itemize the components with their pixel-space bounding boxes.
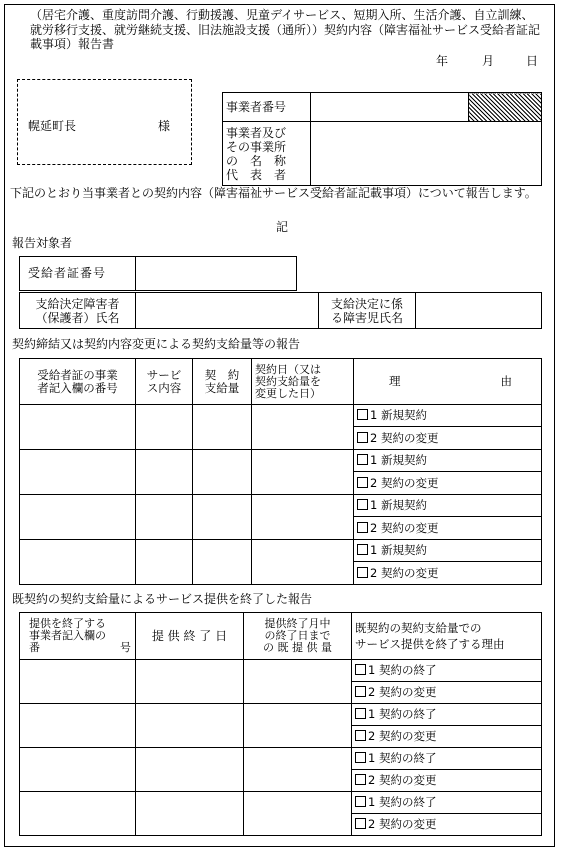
checkbox-icon [355,774,366,785]
checkbox-icon [357,522,368,533]
contract-row-date-cell[interactable] [252,540,354,585]
contract-row-amount-cell[interactable] [193,540,252,585]
reason-change-checkbox[interactable]: 2 契約の変更 [354,472,542,495]
form-title: （居宅介護、重度訪問介護、行動援護、児童デイサービス、短期入所、生活介護、自立訓練、就労移行支援、就労継続支援、旧法施設支援（通所））契約内容（障害福祉サービス受給者証記載事項）報告書 [30,8,541,51]
checkbox-icon [357,477,368,488]
contract-row-date-cell[interactable] [252,495,354,540]
contract-row-cert-cell[interactable] [20,540,136,585]
checkbox-icon [357,409,368,420]
termination-row-cert-cell[interactable] [20,660,136,704]
provider-name-field[interactable] [311,122,542,186]
checkbox-icon [357,454,368,465]
termination-table [19,612,542,836]
contract-row-amount-cell[interactable] [193,495,252,540]
contract-row-amount-cell[interactable] [193,405,252,450]
reason-new-checkbox[interactable]: 1 新規契約 [354,450,542,472]
termination-row-cert-cell[interactable] [20,704,136,748]
addressee-box [17,79,192,165]
termination-row-date-cell[interactable] [136,792,244,836]
contract-row-date-cell[interactable] [252,405,354,450]
guardian-name-label: 支給決定障害者 （保護者）氏名 [20,293,136,329]
termination-row-amount-cell[interactable] [244,660,352,704]
contract-row-cert-cell[interactable] [20,405,136,450]
addressee-honorific: 様 [158,119,171,133]
provider-number-hatched-cell [469,93,542,122]
termination-row-cert-cell[interactable] [20,792,136,836]
contract-col-date: 契約日（又は 契約支給量を 変更した日） [252,359,354,405]
contract-row-service-cell[interactable] [136,405,193,450]
contract-row-service-cell[interactable] [136,450,193,495]
date-day-label: 日 [526,54,539,68]
reason-new-checkbox[interactable]: 1 新規契約 [354,495,542,517]
checkbox-icon [355,752,366,763]
cert-number-field[interactable] [136,257,297,291]
child-name-field[interactable] [416,293,542,329]
termination-row-date-cell[interactable] [136,704,244,748]
reason-change-checkbox[interactable]: 2 契約の変更 [354,562,542,585]
reason-new-checkbox[interactable]: 1 新規契約 [354,405,542,427]
contract-row-date-cell[interactable] [252,450,354,495]
reason-change-checkbox[interactable]: 2 契約の変更 [352,682,542,704]
target-names-table [19,292,542,329]
contract-col-cert-number: 受給者証の事業 者記入欄の番号 [20,359,136,405]
guardian-name-field[interactable] [136,293,319,329]
contract-row-service-cell[interactable] [136,495,193,540]
reason-change-checkbox[interactable]: 2 契約の変更 [352,770,542,792]
ki-mark: 記 [276,220,289,234]
reason-end-checkbox[interactable]: 1 契約の終了 [352,660,542,682]
date-year-label: 年 [436,54,449,68]
contract-row-cert-cell[interactable] [20,495,136,540]
checkbox-icon [355,818,366,829]
checkbox-icon [357,499,368,510]
contract-col-service: サービ ス内容 [136,359,193,405]
contract-row-service-cell[interactable] [136,540,193,585]
termination-col-end-date: 提 供 終 了 日 [136,613,244,660]
checkbox-icon [355,730,366,741]
termination-col-provided-amount: 提供終了月中 の終了日まで の 既 提 供 量 [244,613,352,660]
reason-change-checkbox[interactable]: 2 契約の変更 [352,814,542,836]
target-heading: 報告対象者 [12,236,73,250]
date-month-label: 月 [482,54,495,68]
termination-row-date-cell[interactable] [136,660,244,704]
cert-number-label: 受給者証番号 [20,257,136,291]
reason-end-checkbox[interactable]: 1 契約の終了 [352,748,542,770]
reason-change-checkbox[interactable]: 2 契約の変更 [354,427,542,450]
checkbox-icon [357,567,368,578]
addressee-name: 幌延町長 [28,119,77,133]
checkbox-icon [357,432,368,443]
provider-name-label: 事業者及び その事業所 の 名 称 代 表 者 [223,122,311,186]
reason-end-checkbox[interactable]: 1 契約の終了 [352,704,542,726]
reason-change-checkbox[interactable]: 2 契約の変更 [354,517,542,540]
checkbox-icon [357,544,368,555]
checkbox-icon [355,708,366,719]
termination-row-amount-cell[interactable] [244,704,352,748]
cert-number-table [19,256,297,291]
reason-new-checkbox[interactable]: 1 新規契約 [354,540,542,562]
provider-number-label: 事業者番号 [223,93,311,122]
termination-col-cert-number: 提供を終了する 事業者記入欄の 番 号 [20,613,136,660]
checkbox-icon [355,796,366,807]
termination-row-cert-cell[interactable] [20,748,136,792]
termination-row-date-cell[interactable] [136,748,244,792]
child-name-label: 支給決定に係 る障害児氏名 [319,293,416,329]
termination-heading: 既契約の契約支給量によるサービス提供を終了した報告 [12,592,313,606]
reason-change-checkbox[interactable]: 2 契約の変更 [352,726,542,748]
report-statement: 下記のとおり当事業者との契約内容（障害福祉サービス受給者証記載事項）について報告します。 [10,186,537,200]
termination-col-reason: 既契約の契約支給量での サービス提供を終了する理由 [352,613,542,660]
checkbox-icon [355,664,366,675]
contract-table [19,358,542,585]
provider-table [222,92,542,186]
reason-end-checkbox[interactable]: 1 契約の終了 [352,792,542,814]
termination-row-amount-cell[interactable] [244,792,352,836]
contract-col-amount: 契 約 支給量 [193,359,252,405]
contract-heading: 契約締結又は契約内容変更による契約支給量等の報告 [12,337,301,351]
contract-col-reason: 理 由 [354,359,542,405]
contract-row-amount-cell[interactable] [193,450,252,495]
termination-row-amount-cell[interactable] [244,748,352,792]
contract-row-cert-cell[interactable] [20,450,136,495]
provider-number-field[interactable] [311,93,469,122]
checkbox-icon [355,686,366,697]
